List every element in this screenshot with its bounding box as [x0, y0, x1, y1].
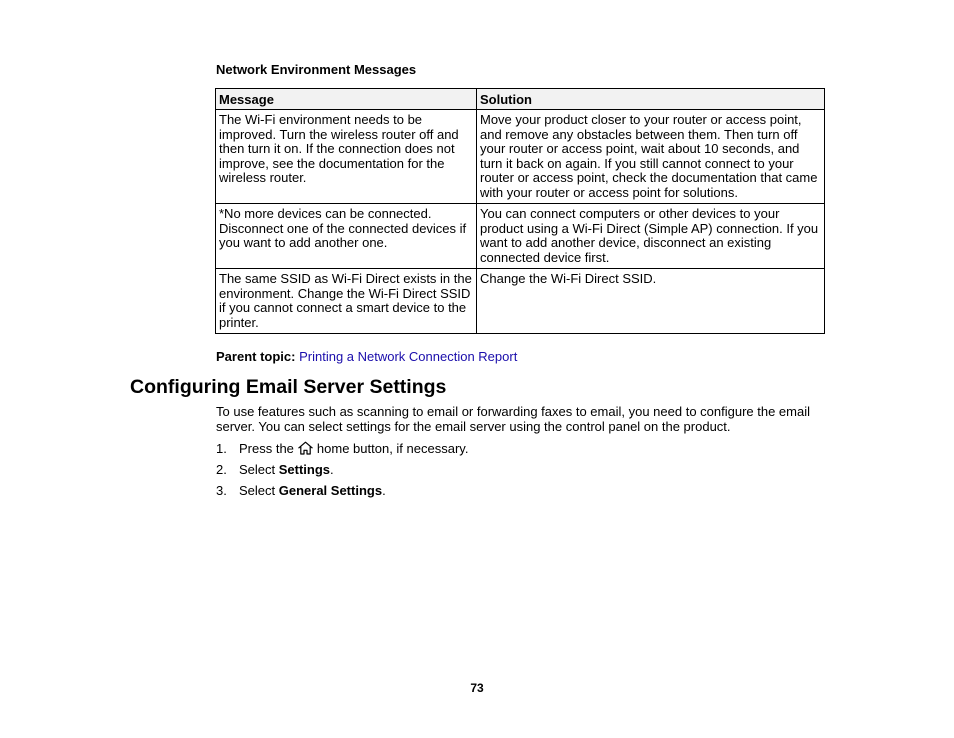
- solution-cell: You can connect computers or other devices to your product using a Wi-Fi Direct (Simple AP) connection. If you want to add another device, disconnect an existing connected device first.: [477, 204, 825, 269]
- section-title: Network Environment Messages: [216, 62, 417, 77]
- step-text-after: .: [330, 462, 334, 477]
- step-text-before: Select: [239, 483, 279, 498]
- intro-paragraph: To use features such as scanning to email or forwarding faxes to email, you need to configure the email server. You can select settings for the email server using the control panel on the product.: [216, 404, 810, 434]
- column-header-solution: Solution: [477, 89, 825, 110]
- solution-cell: Change the Wi-Fi Direct SSID.: [477, 269, 825, 334]
- table-row: [216, 204, 825, 269]
- table-row: [216, 269, 825, 334]
- step-number: 2.: [216, 462, 227, 477]
- parent-topic-label: Parent topic:: [216, 349, 296, 364]
- step-item: [216, 441, 468, 456]
- message-cell: The Wi-Fi environment needs to be improved. Turn the wireless router off and then turn it on. If the connection does not improve, see the documentation for the wireless router.: [216, 110, 477, 204]
- step-text-before: Select: [239, 462, 279, 477]
- step-text-after: .: [382, 483, 386, 498]
- step-item: [216, 483, 386, 498]
- message-cell: *No more devices can be connected. Disconnect one of the connected devices if you want to add another one.: [216, 204, 477, 269]
- step-item: [216, 462, 334, 477]
- parent-topic-link[interactable]: Printing a Network Connection Report: [299, 349, 518, 364]
- step-number: 1.: [216, 441, 227, 456]
- solution-cell: Move your product closer to your router or access point, and remove any obstacles between them. Then turn off your router or access point, wait about 10 seconds, and turn it back on again. If you still cannot connect to your router or access point, check the documentation that came with your router or access point for solutions.: [477, 110, 825, 204]
- step-text-after: home button, if necessary.: [316, 441, 469, 456]
- column-header-message: Message: [216, 89, 477, 110]
- table-row: [216, 110, 825, 204]
- messages-table: [215, 88, 825, 334]
- parent-topic: [216, 349, 517, 364]
- page-heading: Configuring Email Server Settings: [130, 376, 447, 398]
- table-header-row: [216, 89, 825, 110]
- step-emphasis: General Settings: [278, 483, 383, 498]
- step-emphasis: Settings: [278, 462, 331, 477]
- step-number: 3.: [216, 483, 227, 498]
- step-text-before: Press the: [239, 441, 294, 456]
- page-number: 73: [470, 681, 484, 695]
- message-cell: The same SSID as Wi-Fi Direct exists in the environment. Change the Wi-Fi Direct SSID if you cannot connect a smart device to the printer.: [216, 269, 477, 334]
- home-icon: [297, 441, 314, 455]
